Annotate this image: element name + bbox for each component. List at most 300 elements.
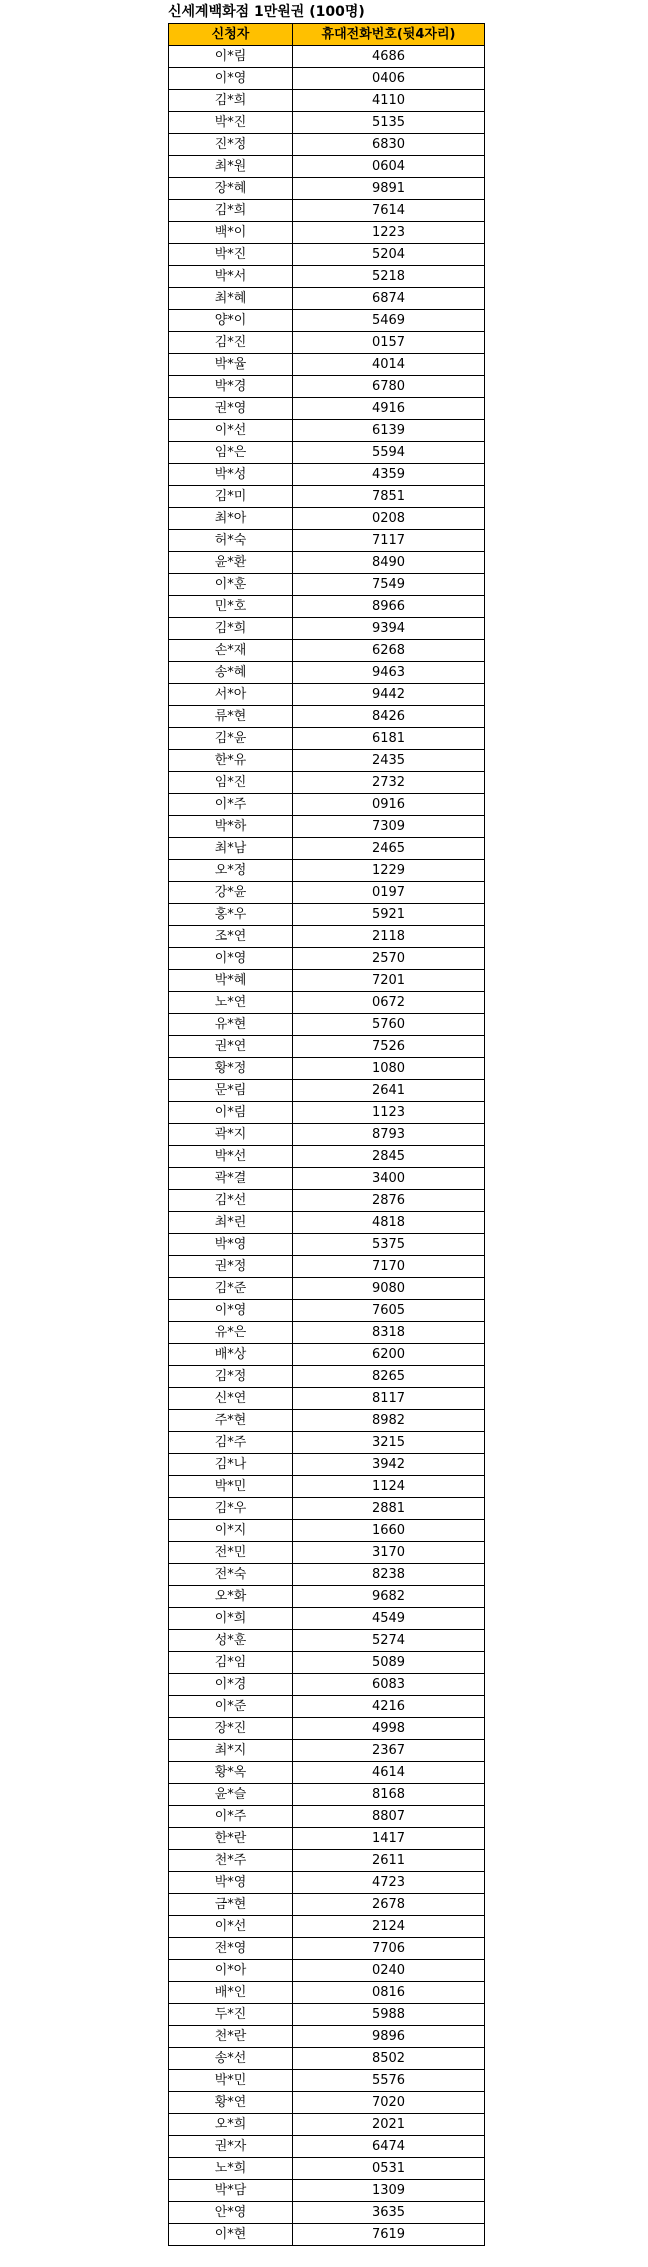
applicant-name-cell: 전*민 — [169, 1542, 293, 1564]
phone-last4-cell: 6181 — [293, 728, 485, 750]
table-row — [169, 552, 485, 574]
phone-last4-cell: 1229 — [293, 860, 485, 882]
table-row — [169, 2026, 485, 2048]
table-row — [169, 2092, 485, 2114]
table-row — [169, 772, 485, 794]
phone-last4-cell: 0240 — [293, 1960, 485, 1982]
applicant-name-cell: 유*은 — [169, 1322, 293, 1344]
table-row — [169, 596, 485, 618]
table-row — [169, 112, 485, 134]
applicant-name-cell: 김*진 — [169, 332, 293, 354]
applicant-name-cell: 김*나 — [169, 1454, 293, 1476]
phone-last4-cell: 8117 — [293, 1388, 485, 1410]
table-row — [169, 1322, 485, 1344]
table-row — [169, 662, 485, 684]
phone-last4-cell: 2641 — [293, 1080, 485, 1102]
table-row — [169, 266, 485, 288]
phone-last4-cell: 0157 — [293, 332, 485, 354]
phone-last4-cell: 2611 — [293, 1850, 485, 1872]
table-row — [169, 156, 485, 178]
table-row — [169, 1036, 485, 1058]
table-row — [169, 860, 485, 882]
phone-last4-cell: 9896 — [293, 2026, 485, 2048]
table-row — [169, 992, 485, 1014]
phone-last4-cell: 4686 — [293, 46, 485, 68]
table-row — [169, 794, 485, 816]
phone-last4-cell: 1417 — [293, 1828, 485, 1850]
table-row — [169, 134, 485, 156]
phone-last4-cell: 1124 — [293, 1476, 485, 1498]
table-row — [169, 2158, 485, 2180]
table-row — [169, 178, 485, 200]
column-header-name: 신청자 — [169, 24, 293, 46]
phone-last4-cell: 0406 — [293, 68, 485, 90]
applicant-name-cell: 민*호 — [169, 596, 293, 618]
table-row — [169, 244, 485, 266]
applicant-name-cell: 김*임 — [169, 1652, 293, 1674]
phone-last4-cell: 0208 — [293, 508, 485, 530]
table-row — [169, 926, 485, 948]
phone-last4-cell: 8966 — [293, 596, 485, 618]
table-row — [169, 882, 485, 904]
phone-last4-cell: 2876 — [293, 1190, 485, 1212]
phone-last4-cell: 8793 — [293, 1124, 485, 1146]
applicant-name-cell: 박*하 — [169, 816, 293, 838]
table-row — [169, 1300, 485, 1322]
table-row — [169, 1674, 485, 1696]
applicant-name-cell: 배*인 — [169, 1982, 293, 2004]
table-row — [169, 948, 485, 970]
phone-last4-cell: 4014 — [293, 354, 485, 376]
applicant-name-cell: 서*아 — [169, 684, 293, 706]
applicant-name-cell: 조*연 — [169, 926, 293, 948]
applicant-name-cell: 금*현 — [169, 1894, 293, 1916]
applicant-name-cell: 박*율 — [169, 354, 293, 376]
phone-last4-cell: 1660 — [293, 1520, 485, 1542]
applicant-name-cell: 백*이 — [169, 222, 293, 244]
applicant-name-cell: 천*주 — [169, 1850, 293, 1872]
applicant-name-cell: 박*영 — [169, 1872, 293, 1894]
phone-last4-cell: 8807 — [293, 1806, 485, 1828]
applicant-name-cell: 박*경 — [169, 376, 293, 398]
applicant-name-cell: 권*정 — [169, 1256, 293, 1278]
table-row — [169, 442, 485, 464]
table-row — [169, 2070, 485, 2092]
table-row — [169, 640, 485, 662]
phone-last4-cell: 5760 — [293, 1014, 485, 1036]
applicant-name-cell: 최*아 — [169, 508, 293, 530]
applicant-name-cell: 이*지 — [169, 1520, 293, 1542]
phone-last4-cell: 9463 — [293, 662, 485, 684]
phone-last4-cell: 4998 — [293, 1718, 485, 1740]
table-row — [169, 1696, 485, 1718]
phone-last4-cell: 6139 — [293, 420, 485, 442]
applicant-name-cell: 천*란 — [169, 2026, 293, 2048]
phone-last4-cell: 0531 — [293, 2158, 485, 2180]
table-row — [169, 1124, 485, 1146]
phone-last4-cell: 9891 — [293, 178, 485, 200]
table-row — [169, 530, 485, 552]
table-row — [169, 1938, 485, 1960]
table-row — [169, 90, 485, 112]
phone-last4-cell: 2124 — [293, 1916, 485, 1938]
phone-last4-cell: 0197 — [293, 882, 485, 904]
applicant-name-cell: 박*담 — [169, 2180, 293, 2202]
phone-last4-cell: 8982 — [293, 1410, 485, 1432]
table-row — [169, 1014, 485, 1036]
table-row — [169, 728, 485, 750]
phone-last4-cell: 2367 — [293, 1740, 485, 1762]
table-row — [169, 310, 485, 332]
applicant-name-cell: 박*진 — [169, 244, 293, 266]
applicant-name-cell: 성*훈 — [169, 1630, 293, 1652]
table-row — [169, 1520, 485, 1542]
applicant-name-cell: 이*현 — [169, 2224, 293, 2246]
applicant-name-cell: 김*희 — [169, 200, 293, 222]
phone-last4-cell: 5135 — [293, 112, 485, 134]
phone-last4-cell: 1223 — [293, 222, 485, 244]
applicant-name-cell: 이*림 — [169, 1102, 293, 1124]
phone-last4-cell: 2570 — [293, 948, 485, 970]
applicant-name-cell: 전*영 — [169, 1938, 293, 1960]
phone-last4-cell: 2881 — [293, 1498, 485, 1520]
page-title: 신세계백화점 1만원권 (100명) — [168, 4, 365, 20]
table-row — [169, 750, 485, 772]
phone-last4-cell: 6268 — [293, 640, 485, 662]
phone-last4-cell: 4614 — [293, 1762, 485, 1784]
table-row — [169, 1146, 485, 1168]
applicant-name-cell: 유*현 — [169, 1014, 293, 1036]
applicant-name-cell: 이*아 — [169, 1960, 293, 1982]
applicant-name-cell: 장*진 — [169, 1718, 293, 1740]
applicant-name-cell: 진*정 — [169, 134, 293, 156]
applicant-name-cell: 허*숙 — [169, 530, 293, 552]
applicant-name-cell: 문*림 — [169, 1080, 293, 1102]
applicant-name-cell: 최*남 — [169, 838, 293, 860]
phone-last4-cell: 9442 — [293, 684, 485, 706]
applicant-name-cell: 박*영 — [169, 1234, 293, 1256]
applicant-name-cell: 김*미 — [169, 486, 293, 508]
phone-last4-cell: 8168 — [293, 1784, 485, 1806]
applicant-name-cell: 최*린 — [169, 1212, 293, 1234]
table-row — [169, 1806, 485, 1828]
applicant-name-cell: 노*연 — [169, 992, 293, 1014]
table-row — [169, 1872, 485, 1894]
phone-last4-cell: 6830 — [293, 134, 485, 156]
phone-last4-cell: 1309 — [293, 2180, 485, 2202]
table-row — [169, 2136, 485, 2158]
applicant-name-cell: 박*혜 — [169, 970, 293, 992]
phone-last4-cell: 2845 — [293, 1146, 485, 1168]
applicant-name-cell: 최*원 — [169, 156, 293, 178]
table-row — [169, 1894, 485, 1916]
phone-last4-cell: 2435 — [293, 750, 485, 772]
table-row — [169, 508, 485, 530]
table-row — [169, 464, 485, 486]
phone-last4-cell: 7201 — [293, 970, 485, 992]
phone-last4-cell: 4723 — [293, 1872, 485, 1894]
phone-last4-cell: 9682 — [293, 1586, 485, 1608]
phone-last4-cell: 7614 — [293, 200, 485, 222]
phone-last4-cell: 3400 — [293, 1168, 485, 1190]
applicant-name-cell: 이*영 — [169, 1300, 293, 1322]
phone-last4-cell: 7549 — [293, 574, 485, 596]
phone-last4-cell: 9080 — [293, 1278, 485, 1300]
phone-last4-cell: 7117 — [293, 530, 485, 552]
applicant-name-cell: 송*선 — [169, 2048, 293, 2070]
table-row — [169, 1630, 485, 1652]
applicant-name-cell: 박*민 — [169, 1476, 293, 1498]
phone-last4-cell: 6200 — [293, 1344, 485, 1366]
phone-last4-cell: 0604 — [293, 156, 485, 178]
phone-last4-cell: 2732 — [293, 772, 485, 794]
table-row — [169, 420, 485, 442]
table-row — [169, 1784, 485, 1806]
phone-last4-cell: 8238 — [293, 1564, 485, 1586]
applicant-name-cell: 김*준 — [169, 1278, 293, 1300]
applicant-name-cell: 김*정 — [169, 1366, 293, 1388]
applicant-name-cell: 이*선 — [169, 420, 293, 442]
table-row — [169, 1344, 485, 1366]
table-row — [169, 2048, 485, 2070]
table-row — [169, 1410, 485, 1432]
table-header-row — [169, 24, 485, 46]
table-row — [169, 1608, 485, 1630]
table-row — [169, 398, 485, 420]
applicant-name-cell: 권*영 — [169, 398, 293, 420]
phone-last4-cell: 2465 — [293, 838, 485, 860]
applicant-name-cell: 박*민 — [169, 2070, 293, 2092]
applicant-name-cell: 박*성 — [169, 464, 293, 486]
applicant-name-cell: 류*현 — [169, 706, 293, 728]
applicant-name-cell: 황*정 — [169, 1058, 293, 1080]
table-row — [169, 1498, 485, 1520]
phone-last4-cell: 8490 — [293, 552, 485, 574]
column-header-phone: 휴대전화번호(뒷4자리) — [293, 24, 485, 46]
phone-last4-cell: 4549 — [293, 1608, 485, 1630]
applicant-name-cell: 이*영 — [169, 68, 293, 90]
applicant-name-cell: 이*훈 — [169, 574, 293, 596]
table-row — [169, 618, 485, 640]
phone-last4-cell: 5576 — [293, 2070, 485, 2092]
applicant-name-cell: 이*영 — [169, 948, 293, 970]
phone-last4-cell: 4359 — [293, 464, 485, 486]
phone-last4-cell: 4216 — [293, 1696, 485, 1718]
applicant-name-cell: 오*정 — [169, 860, 293, 882]
table-row — [169, 2180, 485, 2202]
phone-last4-cell: 1080 — [293, 1058, 485, 1080]
table-row — [169, 332, 485, 354]
phone-last4-cell: 8502 — [293, 2048, 485, 2070]
applicant-name-cell: 주*현 — [169, 1410, 293, 1432]
applicant-name-cell: 이*선 — [169, 1916, 293, 1938]
phone-last4-cell: 6780 — [293, 376, 485, 398]
table-row — [169, 1102, 485, 1124]
applicant-name-cell: 이*주 — [169, 1806, 293, 1828]
phone-last4-cell: 0816 — [293, 1982, 485, 2004]
table-row — [169, 376, 485, 398]
phone-last4-cell: 8318 — [293, 1322, 485, 1344]
table-row — [169, 288, 485, 310]
applicant-name-cell: 김*선 — [169, 1190, 293, 1212]
table-row — [169, 1916, 485, 1938]
applicant-name-cell: 이*주 — [169, 794, 293, 816]
table-row — [169, 1234, 485, 1256]
phone-last4-cell: 3635 — [293, 2202, 485, 2224]
table-row — [169, 1476, 485, 1498]
table-row — [169, 1828, 485, 1850]
applicant-name-cell: 손*재 — [169, 640, 293, 662]
table-row — [169, 222, 485, 244]
table-row — [169, 2202, 485, 2224]
applicant-name-cell: 김*희 — [169, 90, 293, 112]
table-row — [169, 1190, 485, 1212]
phone-last4-cell: 3170 — [293, 1542, 485, 1564]
applicant-name-cell: 곽*지 — [169, 1124, 293, 1146]
table-body — [169, 46, 485, 2246]
table-row — [169, 2004, 485, 2026]
phone-last4-cell: 2678 — [293, 1894, 485, 1916]
phone-last4-cell: 5469 — [293, 310, 485, 332]
table-row — [169, 1388, 485, 1410]
table-row — [169, 1168, 485, 1190]
phone-last4-cell: 7605 — [293, 1300, 485, 1322]
phone-last4-cell: 3942 — [293, 1454, 485, 1476]
phone-last4-cell: 7851 — [293, 486, 485, 508]
applicant-name-cell: 오*화 — [169, 1586, 293, 1608]
applicant-name-cell: 이*희 — [169, 1608, 293, 1630]
phone-last4-cell: 4916 — [293, 398, 485, 420]
phone-last4-cell: 5921 — [293, 904, 485, 926]
phone-last4-cell: 2021 — [293, 2114, 485, 2136]
phone-last4-cell: 6474 — [293, 2136, 485, 2158]
applicant-name-cell: 권*연 — [169, 1036, 293, 1058]
table-row — [169, 574, 485, 596]
applicant-name-cell: 김*우 — [169, 1498, 293, 1520]
phone-last4-cell: 0672 — [293, 992, 485, 1014]
phone-last4-cell: 1123 — [293, 1102, 485, 1124]
applicant-name-cell: 노*희 — [169, 2158, 293, 2180]
table-row — [169, 1058, 485, 1080]
phone-last4-cell: 6083 — [293, 1674, 485, 1696]
phone-last4-cell: 5218 — [293, 266, 485, 288]
table-row — [169, 68, 485, 90]
phone-last4-cell: 7526 — [293, 1036, 485, 1058]
phone-last4-cell: 3215 — [293, 1432, 485, 1454]
phone-last4-cell: 4110 — [293, 90, 485, 112]
applicant-name-cell: 오*희 — [169, 2114, 293, 2136]
table-row — [169, 46, 485, 68]
phone-last4-cell: 7020 — [293, 2092, 485, 2114]
applicant-name-cell: 김*윤 — [169, 728, 293, 750]
applicant-name-cell: 송*혜 — [169, 662, 293, 684]
phone-last4-cell: 5594 — [293, 442, 485, 464]
phone-last4-cell: 7170 — [293, 1256, 485, 1278]
applicant-name-cell: 이*림 — [169, 46, 293, 68]
applicant-name-cell: 김*희 — [169, 618, 293, 640]
table-row — [169, 1718, 485, 1740]
applicant-name-cell: 윤*환 — [169, 552, 293, 574]
table-row — [169, 970, 485, 992]
phone-last4-cell: 8265 — [293, 1366, 485, 1388]
applicant-name-cell: 장*혜 — [169, 178, 293, 200]
table-row — [169, 1212, 485, 1234]
table-row — [169, 1960, 485, 1982]
table-row — [169, 1278, 485, 1300]
table-row — [169, 200, 485, 222]
applicant-name-cell: 황*옥 — [169, 1762, 293, 1784]
table-row — [169, 1762, 485, 1784]
table-row — [169, 1586, 485, 1608]
applicant-name-cell: 황*연 — [169, 2092, 293, 2114]
phone-last4-cell: 7706 — [293, 1938, 485, 1960]
applicant-name-cell: 임*진 — [169, 772, 293, 794]
table-row — [169, 2224, 485, 2246]
table-row — [169, 486, 485, 508]
applicant-name-cell: 박*선 — [169, 1146, 293, 1168]
table-row — [169, 1080, 485, 1102]
applicant-name-cell: 강*윤 — [169, 882, 293, 904]
phone-last4-cell: 5274 — [293, 1630, 485, 1652]
table-row — [169, 1542, 485, 1564]
applicant-name-cell: 임*은 — [169, 442, 293, 464]
applicant-name-cell: 홍*우 — [169, 904, 293, 926]
applicant-name-cell: 안*영 — [169, 2202, 293, 2224]
applicant-name-cell: 최*혜 — [169, 288, 293, 310]
table-row — [169, 1454, 485, 1476]
table-row — [169, 1432, 485, 1454]
applicant-name-cell: 윤*슬 — [169, 1784, 293, 1806]
applicant-name-cell: 박*진 — [169, 112, 293, 134]
applicant-name-cell: 최*지 — [169, 1740, 293, 1762]
phone-last4-cell: 9394 — [293, 618, 485, 640]
table-row — [169, 1564, 485, 1586]
applicant-name-cell: 한*란 — [169, 1828, 293, 1850]
phone-last4-cell: 7619 — [293, 2224, 485, 2246]
table-row — [169, 706, 485, 728]
table-row — [169, 904, 485, 926]
table-row — [169, 1256, 485, 1278]
applicant-name-cell: 신*연 — [169, 1388, 293, 1410]
table-row — [169, 816, 485, 838]
applicant-name-cell: 한*유 — [169, 750, 293, 772]
phone-last4-cell: 6874 — [293, 288, 485, 310]
applicant-name-cell: 김*주 — [169, 1432, 293, 1454]
table-row — [169, 1652, 485, 1674]
phone-last4-cell: 5988 — [293, 2004, 485, 2026]
applicant-name-cell: 이*준 — [169, 1696, 293, 1718]
table-row — [169, 1850, 485, 1872]
table-row — [169, 2114, 485, 2136]
table-row — [169, 838, 485, 860]
phone-last4-cell: 7309 — [293, 816, 485, 838]
applicant-name-cell: 전*숙 — [169, 1564, 293, 1586]
table-row — [169, 354, 485, 376]
table-row — [169, 684, 485, 706]
applicant-name-cell: 권*자 — [169, 2136, 293, 2158]
phone-last4-cell: 5089 — [293, 1652, 485, 1674]
applicant-name-cell: 곽*결 — [169, 1168, 293, 1190]
applicant-table — [168, 23, 485, 2246]
phone-last4-cell: 2118 — [293, 926, 485, 948]
phone-last4-cell: 5204 — [293, 244, 485, 266]
phone-last4-cell: 8426 — [293, 706, 485, 728]
phone-last4-cell: 4818 — [293, 1212, 485, 1234]
applicant-name-cell: 이*경 — [169, 1674, 293, 1696]
applicant-name-cell: 두*진 — [169, 2004, 293, 2026]
table-row — [169, 1982, 485, 2004]
phone-last4-cell: 0916 — [293, 794, 485, 816]
